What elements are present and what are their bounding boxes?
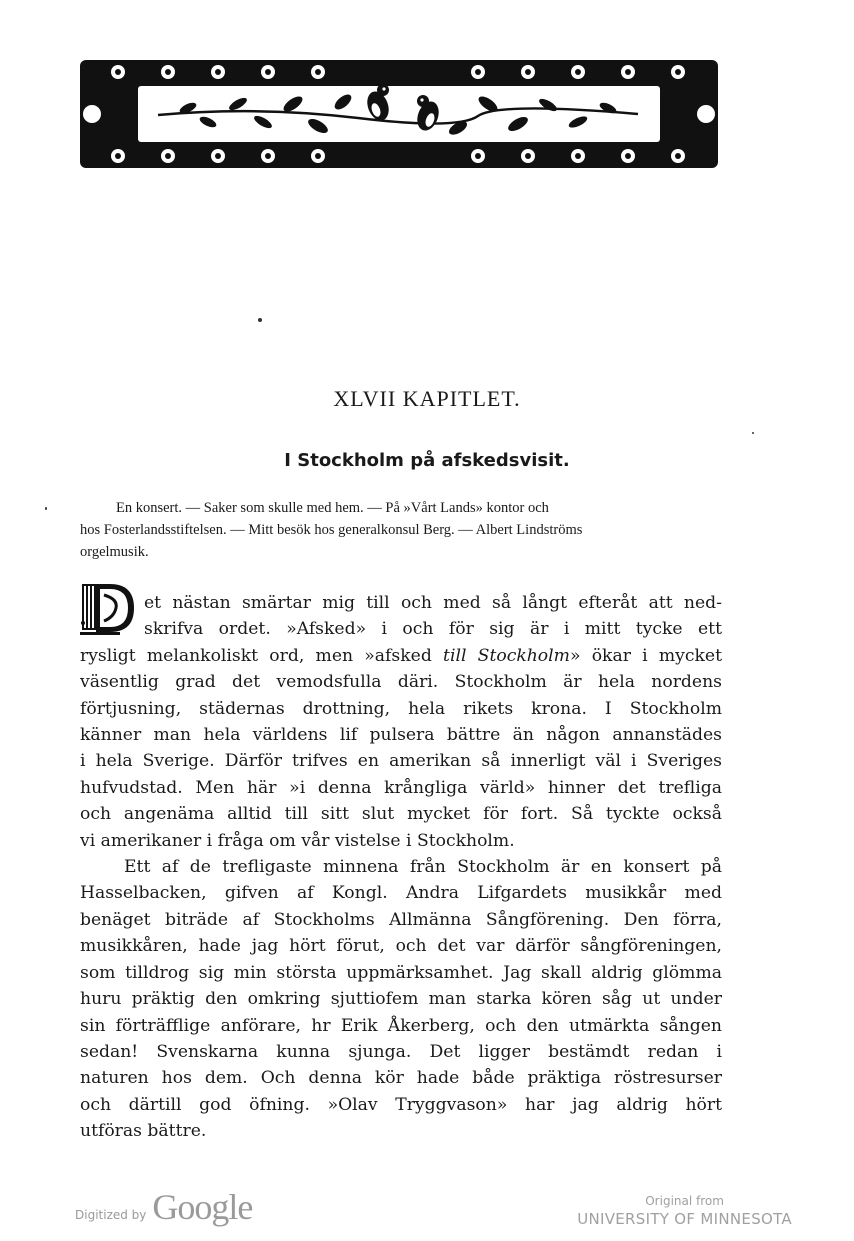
text-line: skrifva ordet. »Afsked» i och för sig är i mitt tycke ett <box>144 619 722 640</box>
chapter-heading: XLVII KAPITLET. <box>333 386 521 411</box>
text-line: vi amerikaner i fråga om vår vistelse i Stockholm. <box>80 830 515 851</box>
paragraph <box>80 854 722 1144</box>
chapter-summary <box>80 497 722 563</box>
google-logo: Google <box>152 1187 253 1227</box>
text-line: Hasselbacken, gifven af Kongl. Andra Lifgardets musikkår med <box>80 883 722 904</box>
text-line: som tilldrog sig min största uppmärksamhet. Jag skall aldrig glömma <box>80 962 722 983</box>
text-span: » ökar i mycket <box>569 645 722 666</box>
text-line: huru präktig den omkring sjuttiofem man starka kören såg ut under <box>80 989 722 1010</box>
original-source-watermark <box>577 1194 792 1228</box>
text-line: Ett af de trefligaste minnena från Stockholm är en konsert på <box>124 857 722 878</box>
paragraph <box>80 590 722 854</box>
text-line: benäget biträde af Stockholms Allmänna Sångförening. Den förra, <box>80 909 722 930</box>
text-line: i hela Sverige. Därför trifves en amerikan så innerligt väl i Sveriges <box>80 751 722 772</box>
university-label: UNIVERSITY OF MINNESOTA <box>577 1210 792 1228</box>
text-line: väsentlig grad det vemodsfulla däri. Stockholm är hela nordens <box>80 672 722 693</box>
scan-speck <box>258 318 262 322</box>
scan-speck <box>45 507 47 510</box>
text-line: et nästan smärtar mig till och med så långt efteråt att ned- <box>144 593 722 613</box>
text-line: musikkåren, hade jag hört förut, och det var därför sångföreningen, <box>80 936 722 957</box>
digitized-label: Digitized by <box>75 1208 147 1222</box>
text-line: och angenäma alltid till sitt slut mycket för fort. Så tyckte också <box>80 804 722 825</box>
text-line: naturen hos dem. Och denna kör hade både präktiga röstresurser <box>80 1068 722 1089</box>
text-line: sedan! Svenskarna kunna sjunga. Det ligger bestämdt redan i <box>80 1041 722 1062</box>
text-line: och därtill god öfning. »Olav Tryggvason» har jag aldrig hört <box>80 1094 722 1115</box>
original-from-label: Original from <box>645 1194 724 1208</box>
text-line: känner man hela världens lif pulsera bättre än någon annanstädes <box>80 725 722 746</box>
text-line: utföras bättre. <box>80 1121 207 1142</box>
scan-speck <box>752 432 754 434</box>
italic-text: till Stockholm <box>443 645 570 666</box>
text-span: rysligt melankoliskt ord, men »afsked <box>80 645 444 666</box>
summary-line: hos Fosterlandsstiftelsen. — Mitt besök hos generalkonsul Berg. — Albert Lindströms <box>80 522 583 538</box>
decorative-header-ornament <box>78 58 720 170</box>
summary-line: orgelmusik. <box>80 544 149 560</box>
summary-line: En konsert. — Saker som skulle med hem. — På »Vårt Lands» kontor och <box>116 500 549 516</box>
body-text <box>80 590 722 1145</box>
text-line: förtjusning, städernas drottning, hela rikets krona. I Stockholm <box>80 698 722 719</box>
text-line: sin förträfflige anförare, hr Erik Åkerberg, och den utmärkta sången <box>80 1015 722 1036</box>
digitized-by-watermark <box>75 1186 252 1228</box>
text-line <box>80 643 722 669</box>
chapter-title: I Stockholm på afskedsvisit. <box>284 450 570 471</box>
text-line: hufvudstad. Men här »i denna krångliga värld» hinner det trefliga <box>80 777 722 798</box>
